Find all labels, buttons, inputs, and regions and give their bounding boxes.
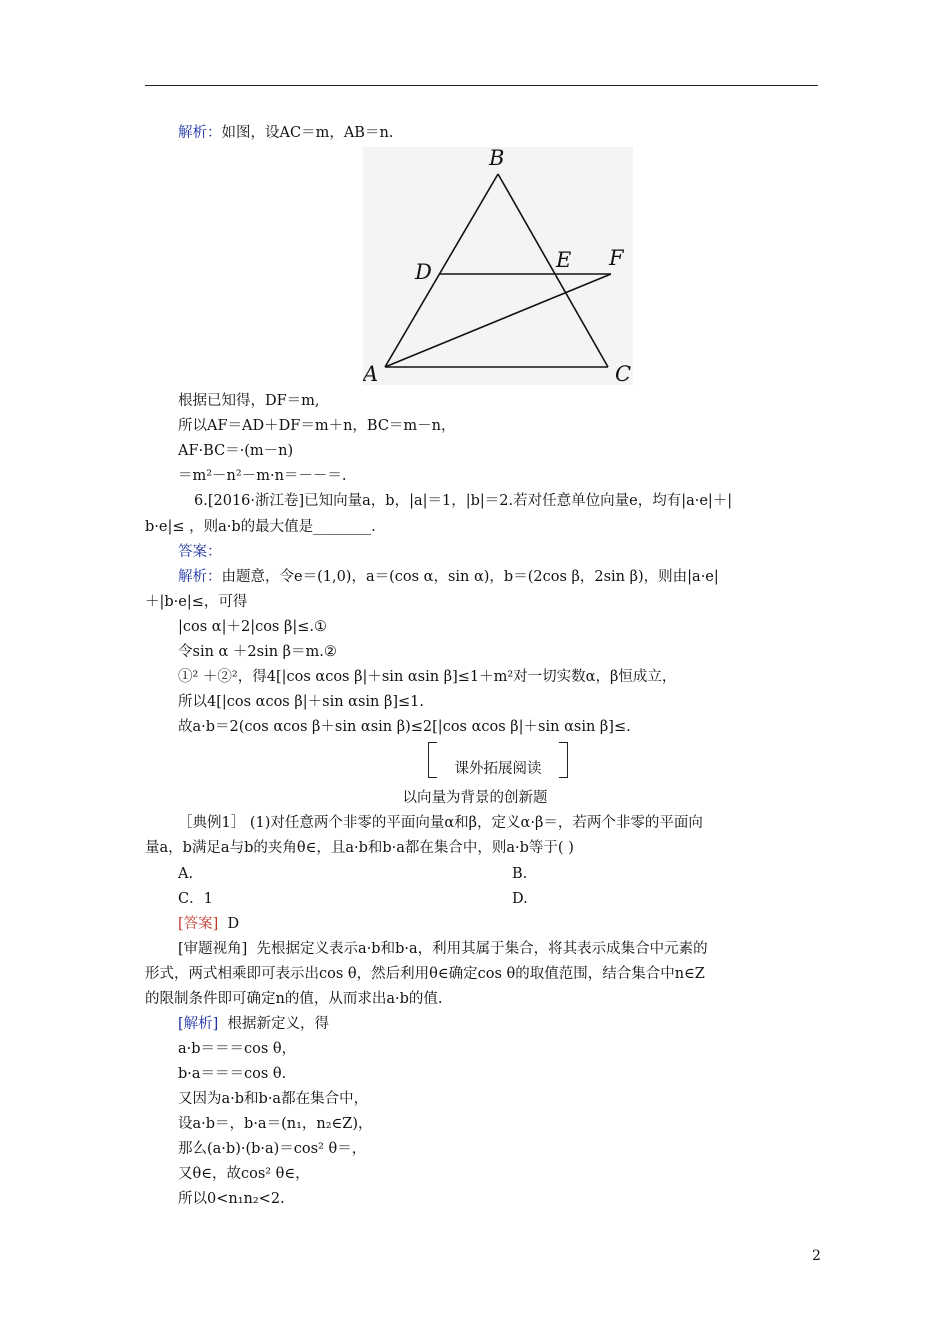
- solution-line: 所以4[|cos αcos β|＋sin αsin β]≤1.: [178, 694, 424, 710]
- text-line: ＝m²－n²－m·n＝－－＝.: [178, 468, 347, 484]
- answer-line: [178, 914, 239, 934]
- view-text: 先根据定义表示a·b和b·a，利用其属于集合，将其表示成集合中元素的: [256, 941, 708, 957]
- view-label: [审题视角]: [178, 941, 248, 957]
- solution-line: 令sin α ＋2sin β＝m.②: [178, 644, 337, 660]
- solution-2-line-0: [178, 1014, 329, 1034]
- page-number: 2: [812, 1248, 821, 1264]
- option-d: D.: [512, 891, 528, 907]
- label-e: E: [556, 248, 572, 272]
- analysis-text: 如图，设AC＝m，AB＝n.: [221, 125, 394, 141]
- label-f: F: [609, 246, 624, 270]
- solution-2-line: 所以0<n₁n₂<2.: [178, 1191, 285, 1207]
- solution-line-1: [178, 567, 719, 587]
- text-line: 所以AF＝AD＋DF＝m＋n，BC＝m－n，: [178, 418, 456, 434]
- solution-2-line: 那么(a·b)·(b·a)＝cos² θ＝，: [178, 1141, 367, 1157]
- question-6-line-2: b·e|≤ ，则a·b的最大值是________.: [145, 519, 376, 535]
- view-line: 形式，两式相乘即可表示出cos θ，然后利用θ∈确定cos θ的取值范围，结合集合中n∈Z: [145, 966, 705, 982]
- text-line: AF·BC＝·(m－n): [178, 443, 294, 459]
- solution-text: 由题意，令e＝(1,0)，a＝(cos α，sin α)，b＝(2cos β，2sin β)，则由|a·e|: [221, 569, 719, 585]
- solution-line: ＋|b·e|≤，可得: [145, 594, 248, 610]
- answer-label: 答案：: [178, 544, 222, 560]
- view-line-1: [178, 939, 708, 959]
- example-1-line-1: ［典例1］ (1)对任意两个非零的平面向量α和β，定义α·β＝，若两个非零的平面向: [178, 815, 703, 831]
- label-c: C: [615, 362, 632, 385]
- solution-line: ①² ＋②²，得4[|cos αcos β|＋sin αsin β]≤1＋m²对一切实数α，β恒成立，: [178, 669, 677, 685]
- solution-2-line: 设a·b＝，b·a＝(n₁，n₂∈Z)，: [178, 1116, 373, 1132]
- answer-2-value: D: [227, 916, 240, 932]
- analysis-label: 解析：: [178, 125, 222, 141]
- example-1-line-2: 量a，b满足a与b的夹角θ∈，且a·b和b·a都在集合中，则a·b等于( ): [145, 840, 574, 856]
- solution-2-label: [解析]: [178, 1016, 219, 1032]
- triangle-diagram: [363, 147, 633, 385]
- solution-2-line: 又θ∈，故cos² θ∈，: [178, 1166, 310, 1182]
- section-box-title: [428, 742, 568, 776]
- option-b: B.: [512, 866, 528, 882]
- solution-2-line: a·b＝＝＝cos θ，: [178, 1041, 297, 1057]
- view-line: 的限制条件即可确定n的值，从而求出a·b的值.: [145, 991, 443, 1007]
- solution-2-line: b·a＝＝＝cos θ.: [178, 1066, 287, 1082]
- solution-2-line: 又因为a·b和b·a都在集合中，: [178, 1091, 369, 1107]
- solution-2-text: 根据新定义，得: [227, 1016, 330, 1032]
- solution-line: 故a·b＝2(cos αcos β＋sin αsin β)≤2[|cos αcos β|＋sin αsin β]≤.: [178, 719, 631, 735]
- solution-line: |cos α|＋2|cos β|≤.①: [178, 619, 328, 635]
- section-subtitle: 以向量为背景的创新题: [402, 790, 548, 806]
- answer-2-label: [答案]: [178, 916, 219, 932]
- option-a: A.: [178, 866, 194, 882]
- label-a: A: [363, 362, 379, 385]
- text-line: 根据已知得，DF＝m,: [178, 393, 320, 409]
- triangle-figure: [363, 147, 633, 385]
- option-c: C．1: [178, 891, 213, 907]
- question-6-line-1: 6.[2016·浙江卷]已知向量a，b，|a|＝1，|b|＝2.若对任意单位向量e，均有|a·e|＋|: [194, 493, 733, 509]
- solution-label: 解析：: [178, 569, 222, 585]
- section-title: 课外拓展阅读: [454, 761, 542, 777]
- analysis-line-1: [178, 123, 393, 143]
- label-b: B: [489, 147, 505, 170]
- label-d: D: [415, 260, 432, 284]
- header-rule: [145, 85, 818, 86]
